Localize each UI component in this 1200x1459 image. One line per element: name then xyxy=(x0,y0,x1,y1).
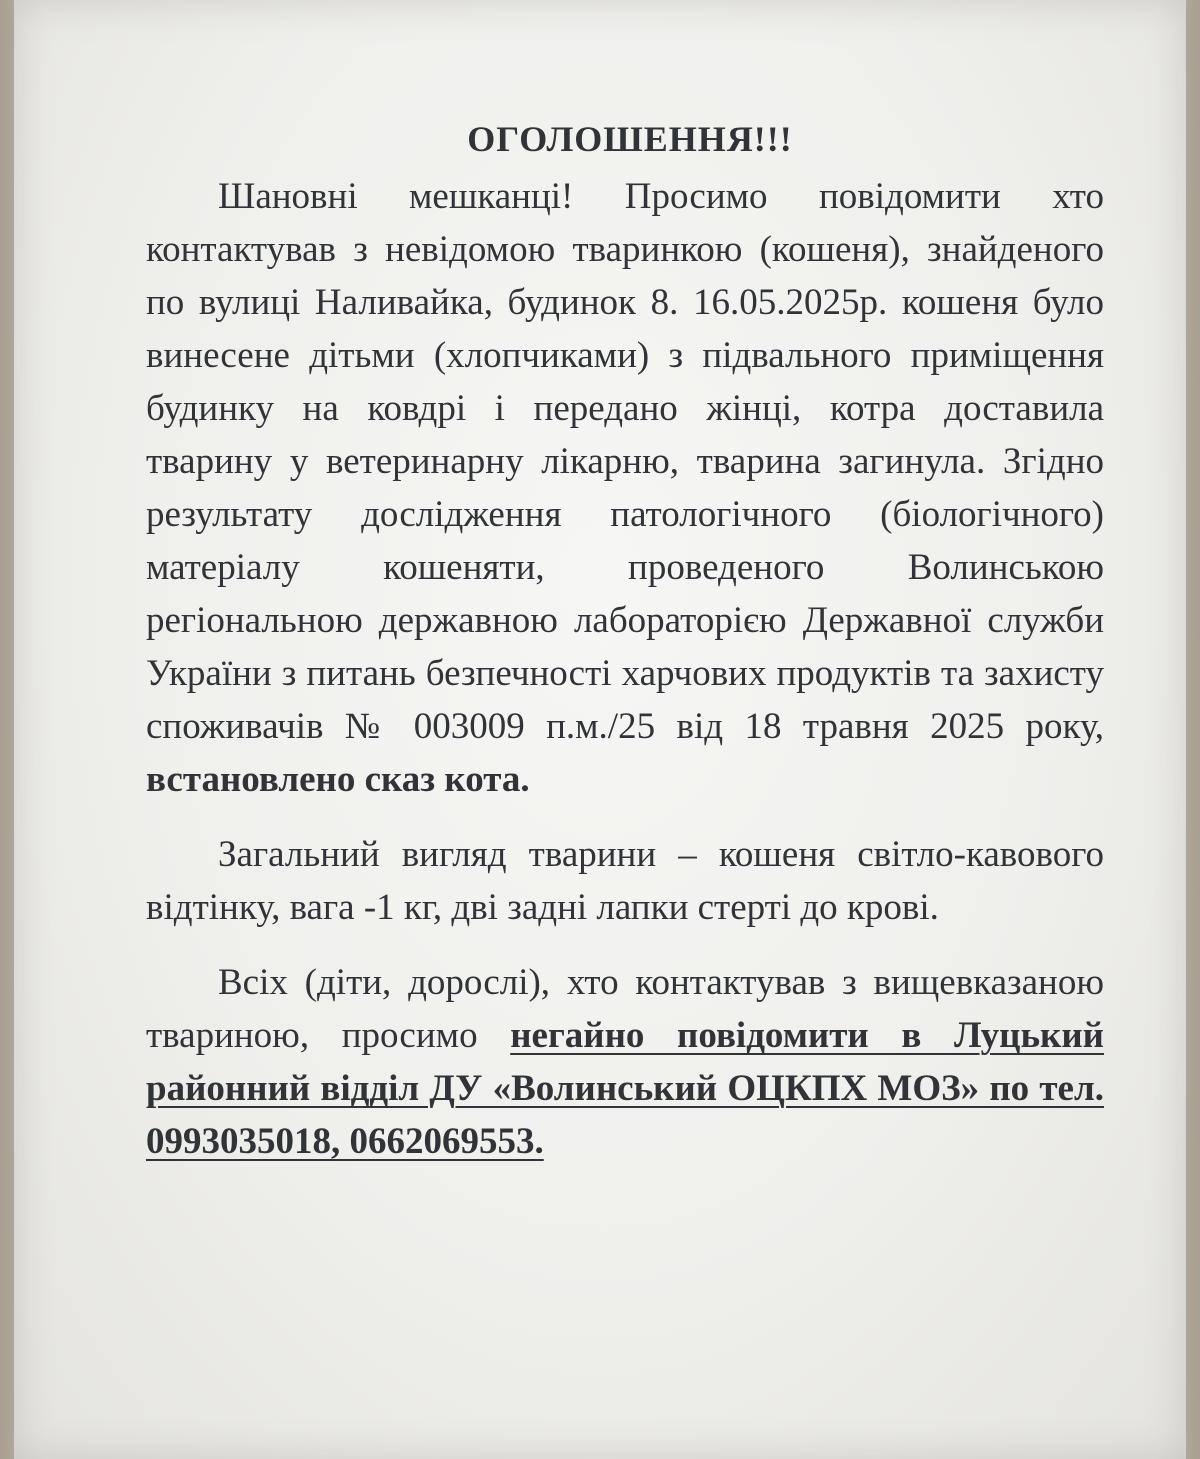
announcement-content xyxy=(146,108,1104,1168)
rabies-conclusion: встановлено сказ кота. xyxy=(146,759,530,800)
paragraph-animal-description xyxy=(146,828,1104,934)
paragraph-animal-description-text: Загальний вигляд тварини – кошеня світло-кавового відтінку, вага -1 кг, дві задні лапки стерті до крові. xyxy=(146,834,1104,928)
paragraph-contact-request xyxy=(146,956,1104,1168)
paper-sheet xyxy=(14,0,1186,1459)
paragraph-incident xyxy=(146,170,1104,806)
paragraph-contact-request-text: Всіх (діти, дорослі), хто контактував з вищевказаною твариною, просимо xyxy=(146,962,1104,1056)
announcement-title: ОГОЛОШЕННЯ!!! xyxy=(467,119,793,159)
paragraph-incident-text: Шановні мешканці! Просимо повідомити хто контактував з невідомою тваринкою (кошеня), знайденого по вулиці Наливайка, будинок 8. 16.05.2025р. кошеня було винесене дітьми (хлопчиками) з підвального приміщення будинку на ковдрі і передано жінці, котра доставила тварину у ветеринарну лікарню, тварина загинула. Згідно результату дослідження патологічного (біологічного) матеріалу кошеняти, проведеного Волинською регіональною державною лабораторією Державної служби України з питань безпечності харчових продуктів та захисту споживачів № 003009 п.м./25 від 18 травня 2025 року, xyxy=(146,176,1104,747)
contact-phone-instructions: негайно повідомити в Луцький районний відділ ДУ «Волинський ОЦКПХ МОЗ» по тел. 0993035018, 0662069553. xyxy=(146,1015,1104,1162)
